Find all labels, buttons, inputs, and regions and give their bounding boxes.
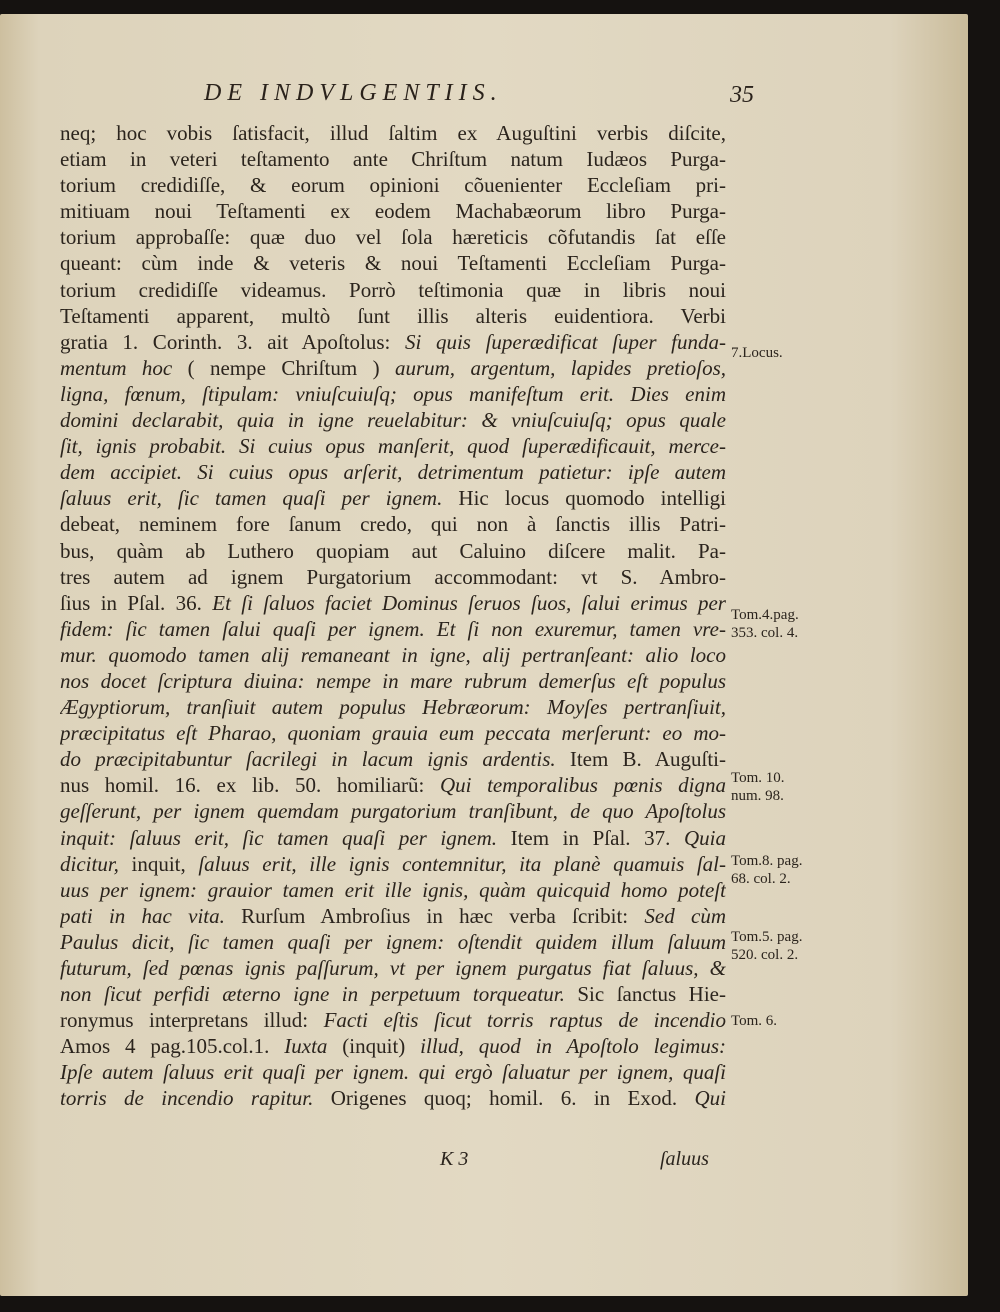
- italic-quote-segment: futurum, ſed pœnas ignis paſſurum, vt per ignem purgatus fiat ſaluus, &: [60, 956, 726, 980]
- text-line: [60, 1059, 726, 1085]
- italic-quote-segment: ſaluus erit, ſic tamen quaſi per ignem.: [60, 486, 443, 511]
- italic-quote-segment: mentum hoc: [60, 355, 173, 380]
- margin-note-line: 520. col. 2.: [731, 947, 799, 963]
- italic-quote-segment: præcipitatus eſt Pharao, quoniam grauia eum peccata merſerunt: eo mo-: [60, 721, 726, 746]
- italic-quote-segment: mur. quomodo tamen alij remaneant in igne, alij pertranſeant: alio loco: [60, 642, 726, 667]
- italic-quote-segment: Sed cùm: [644, 903, 726, 928]
- italic-quote-segment: Qui: [694, 1086, 726, 1111]
- text-line: [60, 955, 726, 981]
- roman-segment: bus, quàm ab Luthero quopiam aut Caluino diſcere malit. Pa-: [60, 538, 726, 563]
- text-line: [60, 903, 726, 929]
- margin-note: [731, 928, 802, 964]
- text-line: [60, 459, 726, 485]
- text-line: [60, 616, 726, 642]
- italic-quote-segment: Et ſi ſaluos faciet Dominus ſeruos ſuos, ſalui erimus per: [212, 590, 726, 615]
- italic-quote-segment: Quia: [684, 825, 726, 850]
- italic-quote-segment: geſſerunt, per ignem quemdam purgatorium tranſibunt, de quo Apoſtolus: [60, 799, 726, 824]
- margin-note-line: 7.Locus.: [731, 345, 783, 361]
- roman-segment: torium credidiſſe, & eorum opinioni cõuenienter Eccleſiam pri-: [60, 173, 726, 198]
- margin-note-line: Tom. 6.: [731, 1013, 778, 1029]
- text-line: [60, 877, 726, 903]
- roman-segment: ( nempe Chriſtum ): [172, 355, 395, 380]
- italic-quote-segment: Ipſe autem ſaluus erit quaſi per ignem. qui ergò ſaluatur per ignem, quaſi: [60, 1060, 726, 1085]
- roman-segment: neq; hoc vobis ſatisfacit, illud ſaltim ex Auguſtini verbis diſcite,: [60, 121, 726, 145]
- roman-segment: Item in Pſal. 37.: [497, 825, 684, 850]
- italic-quote-segment: inquit: ſaluus erit, ſic tamen quaſi per ignem.: [60, 825, 497, 850]
- text-line: [60, 1085, 726, 1111]
- italic-quote-segment: ſit, ignis probabit. Si cuius opus manſerit, quod ſuperædificauit, merce-: [60, 434, 726, 459]
- text-line: [60, 485, 726, 511]
- text-line: [60, 407, 726, 433]
- text-line: [60, 1007, 726, 1033]
- text-line: [60, 198, 726, 224]
- roman-segment: tres autem ad ignem Purgatorium accommodant: vt S. Ambro-: [60, 564, 726, 589]
- text-line: [60, 303, 726, 329]
- italic-quote-segment: nos docet ſcriptura diuina: nempe in mare rubrum demerſus eſt populus: [60, 668, 726, 693]
- book-page: [0, 14, 968, 1296]
- roman-segment: mitiuam noui Teſtamenti ex eodem Machabæorum libro Purga-: [60, 199, 726, 224]
- italic-quote-segment: illud, quod in Apoſtolo legimus:: [420, 1034, 726, 1059]
- text-line: [60, 668, 726, 694]
- italic-quote-segment: fidem: ſic tamen ſalui quaſi per ignem. Et ſi non exuremur, tamen vre-: [60, 616, 726, 641]
- text-line: [60, 538, 726, 564]
- roman-segment: inquit,: [118, 851, 199, 876]
- roman-segment: Origenes quoq; homil. 6. in Exod.: [313, 1086, 695, 1111]
- roman-segment: Hic locus quomodo intelligi: [442, 486, 726, 511]
- margin-note-line: 353. col. 4.: [731, 625, 799, 641]
- italic-quote-segment: Ægyptiorum, tranſiuit autem populus Hebræorum: Moyſes pertranſiuit,: [60, 695, 726, 720]
- text-line: [60, 433, 726, 459]
- text-line: [60, 120, 726, 146]
- text-line: [60, 224, 726, 250]
- roman-segment: Rurſum Ambroſius in hæc verba ſcribit:: [224, 903, 645, 928]
- text-line: [60, 277, 726, 303]
- italic-quote-segment: Paulus dicit, ſic tamen quaſi per ignem: oſtendit quidem illum ſaluum: [60, 929, 726, 954]
- text-line: [60, 590, 726, 616]
- margin-note: [731, 852, 802, 888]
- italic-quote-segment: do præcipitabuntur ſacrilegi in lacum ignis ardentis.: [60, 747, 556, 772]
- roman-segment: (inquit): [327, 1034, 421, 1059]
- roman-segment: ſius in Pſal. 36.: [60, 590, 213, 615]
- italic-quote-segment: uus per ignem: grauior tamen erit ille ignis, quàm quicquid homo poteſt: [60, 877, 726, 902]
- text-line: [60, 1033, 726, 1059]
- margin-note: [731, 344, 783, 362]
- roman-segment: Sic ſanctus Hie-: [564, 982, 726, 1007]
- text-line: [60, 329, 726, 355]
- margin-note: [731, 769, 785, 805]
- text-line: [60, 825, 726, 851]
- roman-segment: ronymus interpretans illud:: [60, 1008, 324, 1033]
- roman-segment: gratia 1. Corinth. 3. ait Apoſtolus:: [60, 329, 405, 354]
- text-line: [60, 172, 726, 198]
- italic-quote-segment: ligna, fœnum, ſtipulam: vniuſcuiuſq; opus manifeſtum erit. Dies enim: [60, 381, 726, 406]
- roman-segment: queant: cùm inde & veteris & noui Teſtamenti Eccleſiam Purga-: [60, 251, 726, 276]
- italic-quote-segment: dem accipiet. Si cuius opus arſerit, detrimentum patietur: ipſe autem: [60, 460, 726, 485]
- margin-note: [731, 1012, 777, 1030]
- roman-segment: etiam in veteri teſtamento ante Chriſtum natum Iudæos Purga-: [60, 147, 726, 172]
- italic-quote-segment: dicitur,: [60, 851, 119, 876]
- margin-note: [731, 606, 799, 642]
- italic-quote-segment: aurum, argentum, lapides pretioſos,: [394, 355, 726, 380]
- italic-quote-segment: torris de incendio rapitur.: [60, 1086, 314, 1111]
- roman-segment: Teſtamenti apparent, multò ſunt illis alteris euidentiora. Verbi: [60, 303, 726, 328]
- text-line: [60, 146, 726, 172]
- roman-segment: torium credidiſſe videamus. Porrò teſtimonia quæ in libris noui: [60, 277, 726, 302]
- text-line: [60, 929, 726, 955]
- text-line: [60, 564, 726, 590]
- margin-note-line: Tom.8. pag.: [731, 853, 803, 869]
- italic-quote-segment: domini declarabit, quia in igne reuelabitur: & vniuſcuiuſq; opus quale: [60, 408, 726, 433]
- text-line: [60, 694, 726, 720]
- margin-note-line: Tom. 10.: [731, 770, 785, 786]
- text-line: [60, 981, 726, 1007]
- margin-note-line: 68. col. 2.: [731, 871, 791, 887]
- italic-quote-segment: Facti eſtis ſicut torris raptus de incendio: [323, 1008, 726, 1033]
- running-title: DE INDVLGENTIIS.: [204, 80, 503, 106]
- roman-segment: Item B. Auguſti-: [555, 747, 726, 772]
- italic-quote-segment: Iuxta: [284, 1034, 328, 1059]
- catchword: ſaluus: [660, 1148, 709, 1170]
- italic-quote-segment: pati in hac vita.: [60, 903, 225, 928]
- text-line: [60, 642, 726, 668]
- roman-segment: debeat, neminem fore ſanum credo, qui non à ſanctis illis Patri-: [60, 512, 726, 537]
- roman-segment: Amos 4 pag.105.col.1.: [60, 1034, 285, 1059]
- body-text: [60, 120, 726, 1112]
- text-line: [60, 381, 726, 407]
- italic-quote-segment: Qui temporalibus pœnis digna: [439, 773, 726, 798]
- text-line: [60, 720, 726, 746]
- text-line: [60, 851, 726, 877]
- text-line: [60, 746, 726, 772]
- roman-segment: nus homil. 16. ex lib. 50. homiliarũ:: [60, 773, 440, 798]
- text-line: [60, 511, 726, 537]
- text-line: [60, 772, 726, 798]
- margin-note-line: num. 98.: [731, 788, 784, 804]
- text-line: [60, 798, 726, 824]
- italic-quote-segment: Si quis ſuperædificat ſuper funda-: [405, 329, 726, 354]
- text-line: [60, 355, 726, 381]
- italic-quote-segment: ſaluus erit, ille ignis contemnitur, ita planè quamuis ſal-: [198, 851, 726, 876]
- signature-mark: K 3: [440, 1148, 469, 1170]
- margin-note-line: Tom.5. pag.: [731, 929, 803, 945]
- italic-quote-segment: non ſicut perfidi æterno igne in perpetuum torqueatur.: [60, 982, 565, 1007]
- roman-segment: torium approbaſſe: quæ duo vel ſola hæreticis cõfutandis ſat eſſe: [60, 225, 726, 250]
- text-line: [60, 250, 726, 276]
- page-number: 35: [730, 82, 754, 108]
- margin-note-line: Tom.4.pag.: [731, 607, 799, 623]
